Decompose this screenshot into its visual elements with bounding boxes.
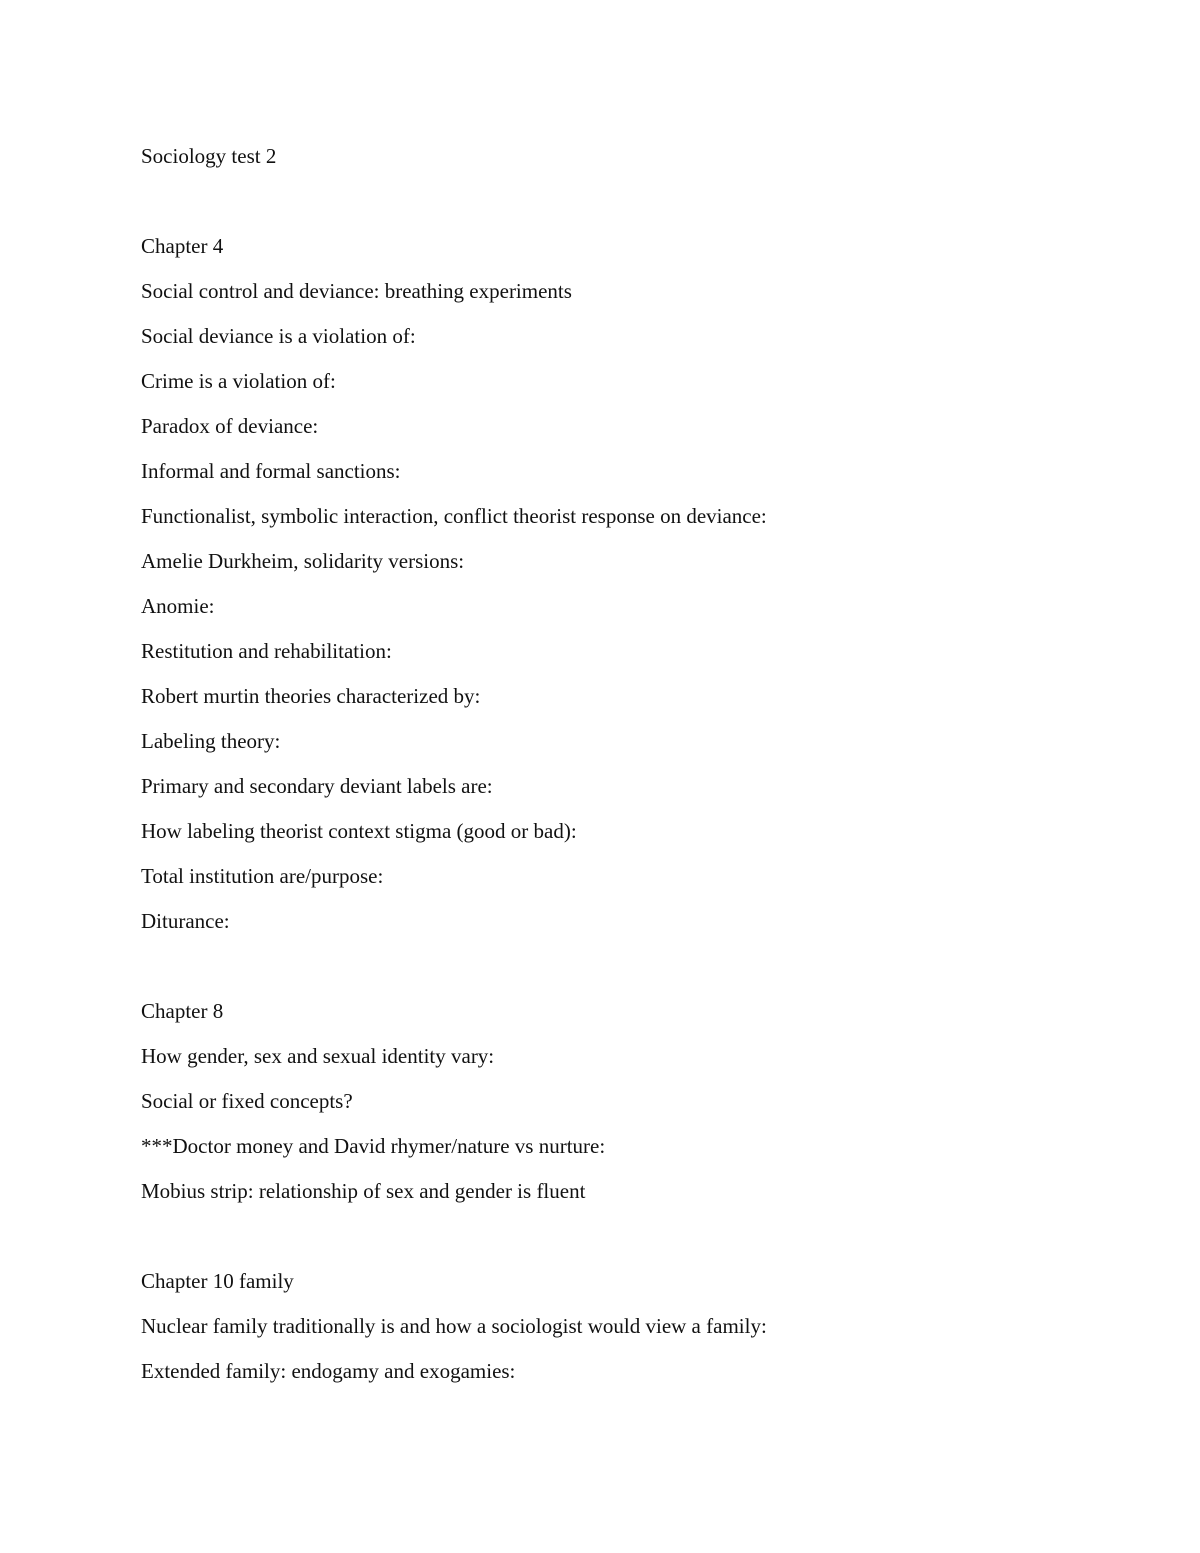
question-line: Social control and deviance: breathing experiments bbox=[141, 279, 572, 303]
question-line: Primary and secondary deviant labels are: bbox=[141, 774, 493, 798]
question-line: How gender, sex and sexual identity vary: bbox=[141, 1044, 495, 1068]
question-line: Robert murtin theories characterized by: bbox=[141, 684, 481, 708]
question-line: How labeling theorist context stigma (good or bad): bbox=[141, 819, 577, 843]
question-line: Amelie Durkheim, solidarity versions: bbox=[141, 549, 465, 573]
question-line: Social deviance is a violation of: bbox=[141, 324, 416, 348]
question-line: Total institution are/purpose: bbox=[141, 864, 384, 888]
question-line: ***Doctor money and David rhymer/nature vs nurture: bbox=[141, 1134, 606, 1158]
question-line: Diturance: bbox=[141, 909, 230, 933]
question-line: Restitution and rehabilitation: bbox=[141, 639, 392, 663]
question-line: Functionalist, symbolic interaction, conflict theorist response on deviance: bbox=[141, 504, 767, 528]
question-line: Mobius strip: relationship of sex and gender is fluent bbox=[141, 1179, 586, 1203]
question-line: Informal and formal sanctions: bbox=[141, 459, 401, 483]
question-line: Anomie: bbox=[141, 594, 215, 618]
question-line: Social or fixed concepts? bbox=[141, 1089, 353, 1113]
blank-line bbox=[141, 1221, 1101, 1266]
section-heading: Chapter 10 family bbox=[141, 1269, 294, 1293]
document-title: Sociology test 2 bbox=[141, 144, 277, 168]
document-body bbox=[141, 141, 1101, 1401]
section-heading: Chapter 8 bbox=[141, 999, 224, 1023]
question-line: Extended family: endogamy and exogamies: bbox=[141, 1359, 516, 1383]
question-line: Labeling theory: bbox=[141, 729, 281, 753]
blank-line bbox=[141, 951, 1101, 996]
question-line: Nuclear family traditionally is and how a sociologist would view a family: bbox=[141, 1314, 767, 1338]
blank-line bbox=[141, 186, 1101, 231]
section-heading: Chapter 4 bbox=[141, 234, 224, 258]
question-line: Crime is a violation of: bbox=[141, 369, 336, 393]
question-line: Paradox of deviance: bbox=[141, 414, 319, 438]
